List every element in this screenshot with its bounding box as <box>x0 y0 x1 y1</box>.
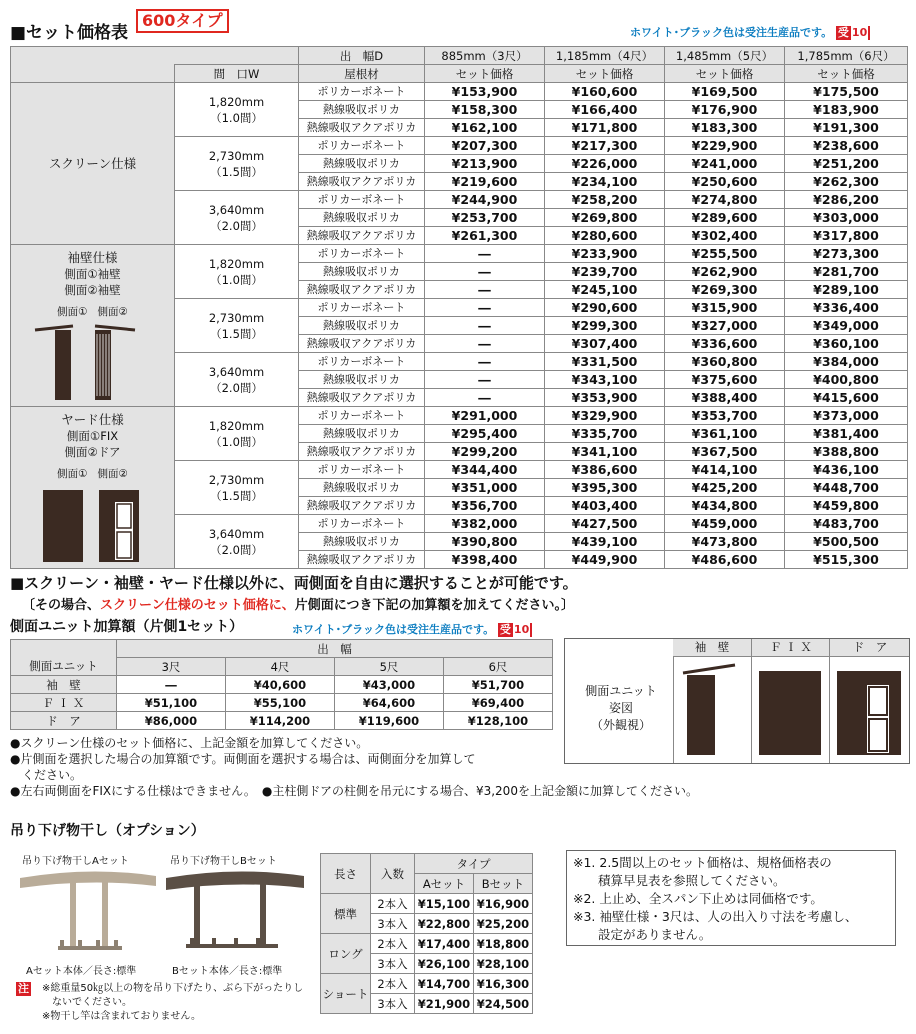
price-cell: ¥86,000 <box>117 712 226 730</box>
unit-price-table <box>10 639 553 730</box>
price-cell: ¥18,800 <box>474 934 533 954</box>
material-cell: 熱線吸収アクアポリカ <box>299 497 425 515</box>
price-cell: ¥128,100 <box>444 712 553 730</box>
price-cell: ¥500,500 <box>785 533 908 551</box>
uke-badge: 受 10 <box>836 26 870 40</box>
span-cell <box>175 137 299 191</box>
table-row <box>11 407 908 425</box>
material-cell: ポリカーボネート <box>299 191 425 209</box>
unit-title: 側面ユニット加算額（片側1セット） <box>10 619 244 635</box>
price-cell: ¥343,100 <box>545 371 665 389</box>
span-ken: （1.0間） <box>210 272 263 287</box>
table-row <box>11 676 553 694</box>
price-cell: ¥299,200 <box>425 443 545 461</box>
width-col: 1,485mm（5尺） <box>665 47 785 65</box>
material-cell: 熱線吸収アクアポリカ <box>299 281 425 299</box>
table-row <box>11 694 553 712</box>
price-cell: ¥291,000 <box>425 407 545 425</box>
material-cell: ポリカーボネート <box>299 353 425 371</box>
price-cell: ― <box>425 281 545 299</box>
price-cell: ¥69,400 <box>444 694 553 712</box>
span-ken: （2.0間） <box>210 218 263 233</box>
group-cell <box>11 83 175 245</box>
price-cell: ¥344,400 <box>425 461 545 479</box>
span-value: 3,640mm <box>208 364 265 379</box>
material-cell: 熱線吸収アクアポリカ <box>299 443 425 461</box>
material-cell: 熱線吸収アクアポリカ <box>299 551 425 569</box>
price-cell: ¥449,900 <box>545 551 665 569</box>
span-value: 2,730mm <box>208 148 265 163</box>
hang-notes: ※総重量50㎏以上の物を吊り下げたり、ぶら下がったりし ないでください。 ※物干し竿は含まれておりません。 <box>42 983 304 1022</box>
span-value: 2,730mm <box>208 310 265 325</box>
group-sub: 側面①FIX <box>66 428 119 443</box>
material-cell: 熱線吸収ポリカ <box>299 479 425 497</box>
length-cell: ショート <box>321 974 371 1014</box>
head-b: Bセット <box>474 874 533 894</box>
price-cell: ― <box>425 299 545 317</box>
uke-badge: 受 10 <box>498 623 532 637</box>
price-cell: ¥176,900 <box>665 101 785 119</box>
span-cell <box>175 461 299 515</box>
unit-name: ド ア <box>11 712 117 730</box>
width-col: 885mm（3尺） <box>425 47 545 65</box>
unit-order-note: ホワイト･ブラック色は受注生産品です。 受 10 <box>292 621 532 637</box>
price-cell: ¥360,100 <box>785 335 908 353</box>
price-cell: ¥17,400 <box>415 934 474 954</box>
price-cell: ¥255,500 <box>665 245 785 263</box>
price-cell: ¥16,300 <box>474 974 533 994</box>
price-cell: ¥414,100 <box>665 461 785 479</box>
price-cell: ¥315,900 <box>665 299 785 317</box>
group-name: 袖壁仕様 <box>67 249 118 265</box>
span-ken: （1.5間） <box>210 488 263 503</box>
price-cell: ¥459,000 <box>665 515 785 533</box>
price-cell: ¥229,900 <box>665 137 785 155</box>
price-cell: ¥280,600 <box>545 227 665 245</box>
span-cell <box>175 407 299 461</box>
price-cell: ¥14,700 <box>415 974 474 994</box>
head-type: タイプ <box>415 854 533 874</box>
hang-a-title: 吊り下げ物干しAセット <box>22 856 129 867</box>
span-ken: （1.5間） <box>210 164 263 179</box>
price-cell: ¥303,000 <box>785 209 908 227</box>
table-row <box>321 974 533 994</box>
price-cell: ¥290,600 <box>545 299 665 317</box>
material-cell: ポリカーボネート <box>299 245 425 263</box>
footnotes: ※1. 2.5間以上のセット価格は、規格価格表の 積算早見表を参照してください。 ※2. 上止め、全スパン下止めは同価格です。 ※3. 袖壁仕様・3尺は、人の出入り寸法を考慮し、 設定がありません。 <box>566 850 896 946</box>
price-cell: ¥219,600 <box>425 173 545 191</box>
group-cell <box>11 245 175 407</box>
price-cell: ¥515,300 <box>785 551 908 569</box>
price-cell: ¥341,100 <box>545 443 665 461</box>
group-name: ヤード仕様 <box>61 411 124 427</box>
price-cell: ¥262,900 <box>665 263 785 281</box>
hang-a-caption: Aセット本体／長さ:標準 <box>26 966 137 977</box>
price-cell: ¥483,700 <box>785 515 908 533</box>
unit-name: Ｆ Ｉ Ｘ <box>11 694 117 712</box>
material-cell: 熱線吸収ポリカ <box>299 101 425 119</box>
material-cell: 熱線吸収ポリカ <box>299 317 425 335</box>
price-cell: ¥459,800 <box>785 497 908 515</box>
span-ken: （1.5間） <box>210 326 263 341</box>
price-cell: ¥251,200 <box>785 155 908 173</box>
material-cell: 熱線吸収アクアポリカ <box>299 389 425 407</box>
group-sub: 側面②袖壁 <box>64 282 121 297</box>
price-label: セット価格 <box>425 65 545 83</box>
head-length: 長さ <box>321 854 371 894</box>
count-cell: 2本入 <box>371 934 415 954</box>
span-value: 3,640mm <box>208 526 265 541</box>
figure-label: 側面② <box>97 305 128 318</box>
price-cell: ¥427,500 <box>545 515 665 533</box>
hang-b-figure <box>166 866 306 958</box>
group-figure <box>33 484 153 564</box>
span-cell <box>175 515 299 569</box>
material-cell: 熱線吸収ポリカ <box>299 533 425 551</box>
price-cell: ¥381,400 <box>785 425 908 443</box>
price-cell: ¥213,900 <box>425 155 545 173</box>
material-cell: 熱線吸収ポリカ <box>299 155 425 173</box>
price-cell: ¥217,300 <box>545 137 665 155</box>
price-cell: ¥250,600 <box>665 173 785 191</box>
span-ken: （1.0間） <box>210 110 263 125</box>
set-price-table <box>10 46 908 569</box>
price-cell: ― <box>425 353 545 371</box>
price-cell: ¥158,300 <box>425 101 545 119</box>
count-cell: 2本入 <box>371 974 415 994</box>
price-cell: ¥273,300 <box>785 245 908 263</box>
count-cell: 3本入 <box>371 954 415 974</box>
span-ken: （2.0間） <box>210 380 263 395</box>
price-cell: ¥16,900 <box>474 894 533 914</box>
span-value: 1,820mm <box>208 256 265 271</box>
unit-col: 3尺 <box>117 658 226 676</box>
table-row <box>11 712 553 730</box>
price-cell: ¥239,700 <box>545 263 665 281</box>
price-cell: ¥289,600 <box>665 209 785 227</box>
fig-col-fix: Ｆ Ｉ Ｘ <box>751 639 830 656</box>
price-cell: ¥295,400 <box>425 425 545 443</box>
price-cell: ¥191,300 <box>785 119 908 137</box>
unit-head-width: 出 幅 <box>117 640 553 658</box>
table-row <box>11 245 908 263</box>
price-cell: ― <box>117 676 226 694</box>
price-cell: ¥234,100 <box>545 173 665 191</box>
price-cell: ¥55,100 <box>226 694 335 712</box>
caution-mark: 注 <box>18 982 29 995</box>
price-cell: ¥425,200 <box>665 479 785 497</box>
price-cell: ¥40,600 <box>226 676 335 694</box>
page-title: ■セット価格表 <box>10 23 129 43</box>
figure-label: 側面② <box>97 467 128 480</box>
price-cell: ¥388,400 <box>665 389 785 407</box>
material-cell: ポリカーボネート <box>299 515 425 533</box>
price-cell: ¥24,500 <box>474 994 533 1014</box>
price-cell: ¥43,000 <box>335 676 444 694</box>
price-cell: ¥351,000 <box>425 479 545 497</box>
length-cell: ロング <box>321 934 371 974</box>
price-cell: ¥238,600 <box>785 137 908 155</box>
hang-price-table <box>320 853 533 1014</box>
width-col: 1,185mm（4尺） <box>545 47 665 65</box>
price-cell: ¥373,000 <box>785 407 908 425</box>
price-cell: ¥253,700 <box>425 209 545 227</box>
fig-col-door: ド ア <box>829 639 910 656</box>
price-cell: ¥436,100 <box>785 461 908 479</box>
price-cell: ¥28,100 <box>474 954 533 974</box>
price-cell: ¥262,300 <box>785 173 908 191</box>
material-cell: 熱線吸収アクアポリカ <box>299 173 425 191</box>
price-cell: ¥353,900 <box>545 389 665 407</box>
door-figure <box>833 661 907 757</box>
count-cell: 2本入 <box>371 894 415 914</box>
group-name: スクリーン仕様 <box>48 155 137 171</box>
price-cell: ¥367,500 <box>665 443 785 461</box>
label-width: 出 幅D <box>299 47 425 65</box>
unit-col: 6尺 <box>444 658 553 676</box>
price-cell: ¥64,600 <box>335 694 444 712</box>
price-cell: ¥183,300 <box>665 119 785 137</box>
price-cell: ¥448,700 <box>785 479 908 497</box>
price-cell: ¥175,500 <box>785 83 908 101</box>
hang-a-figure <box>20 866 158 958</box>
price-cell: ― <box>425 335 545 353</box>
price-cell: ¥171,800 <box>545 119 665 137</box>
price-cell: ¥439,100 <box>545 533 665 551</box>
price-cell: ― <box>425 263 545 281</box>
price-cell: ¥403,400 <box>545 497 665 515</box>
price-cell: ¥390,800 <box>425 533 545 551</box>
material-cell: 熱線吸収アクアポリカ <box>299 227 425 245</box>
count-cell: 3本入 <box>371 994 415 1014</box>
span-value: 2,730mm <box>208 472 265 487</box>
price-cell: ¥226,000 <box>545 155 665 173</box>
label-material: 屋根材 <box>299 65 425 83</box>
span-value: 1,820mm <box>208 418 265 433</box>
unit-figure-label: 側面ユニット 姿図 （外観視） <box>585 684 657 732</box>
price-cell: ¥317,800 <box>785 227 908 245</box>
price-cell: ¥261,300 <box>425 227 545 245</box>
header-row-width <box>11 47 908 65</box>
price-label: セット価格 <box>545 65 665 83</box>
price-cell: ¥166,400 <box>545 101 665 119</box>
span-value: 1,820mm <box>208 94 265 109</box>
price-cell: ¥258,200 <box>545 191 665 209</box>
price-cell: ¥51,100 <box>117 694 226 712</box>
material-cell: 熱線吸収ポリカ <box>299 263 425 281</box>
length-cell: 標準 <box>321 894 371 934</box>
price-cell: ¥353,700 <box>665 407 785 425</box>
price-cell: ¥26,100 <box>415 954 474 974</box>
price-cell: ― <box>425 371 545 389</box>
material-cell: ポリカーボネート <box>299 299 425 317</box>
type-badge: 600タイプ <box>136 9 229 33</box>
blank-corner <box>11 65 175 83</box>
material-cell: 熱線吸収ポリカ <box>299 425 425 443</box>
unit-head-unit: 側面ユニット <box>11 658 117 676</box>
hang-b-title: 吊り下げ物干しBセット <box>170 856 277 867</box>
material-cell: ポリカーボネート <box>299 461 425 479</box>
count-cell: 3本入 <box>371 914 415 934</box>
span-cell <box>175 245 299 299</box>
width-col: 1,785mm（6尺） <box>785 47 908 65</box>
price-cell: ¥233,900 <box>545 245 665 263</box>
material-cell: ポリカーボネート <box>299 407 425 425</box>
figure-label: 側面① <box>57 305 88 318</box>
price-cell: ¥51,700 <box>444 676 553 694</box>
price-cell: ¥162,100 <box>425 119 545 137</box>
price-cell: ¥289,100 <box>785 281 908 299</box>
price-cell: ¥244,900 <box>425 191 545 209</box>
span-value: 3,640mm <box>208 202 265 217</box>
material-cell: 熱線吸収ポリカ <box>299 371 425 389</box>
price-cell: ¥169,500 <box>665 83 785 101</box>
material-cell: 熱線吸収ポリカ <box>299 209 425 227</box>
span-ken: （1.0間） <box>210 434 263 449</box>
price-cell: ― <box>425 245 545 263</box>
price-cell: ¥329,900 <box>545 407 665 425</box>
price-cell: ¥327,000 <box>665 317 785 335</box>
label-span: 間 口W <box>175 65 299 83</box>
price-cell: ¥398,400 <box>425 551 545 569</box>
material-cell: 熱線吸収アクアポリカ <box>299 335 425 353</box>
price-cell: ¥25,200 <box>474 914 533 934</box>
section2-subtitle: 〔その場合、スクリーン仕様のセット価格に、片側面につき下記の加算額を加えてください。〕 <box>22 598 575 613</box>
price-cell: ¥160,600 <box>545 83 665 101</box>
price-cell: ¥382,000 <box>425 515 545 533</box>
price-cell: ¥281,700 <box>785 263 908 281</box>
group-sub: 側面②ドア <box>64 444 121 459</box>
price-cell: ¥302,400 <box>665 227 785 245</box>
group-cell <box>11 407 175 569</box>
price-cell: ¥375,600 <box>665 371 785 389</box>
price-cell: ¥22,800 <box>415 914 474 934</box>
price-cell: ¥245,100 <box>545 281 665 299</box>
unit-col: 5尺 <box>335 658 444 676</box>
price-cell: ¥114,200 <box>226 712 335 730</box>
head-a: Aセット <box>415 874 474 894</box>
price-cell: ¥119,600 <box>335 712 444 730</box>
unit-name: 袖 壁 <box>11 676 117 694</box>
hang-b-caption: Bセット本体／長さ:標準 <box>172 966 283 977</box>
price-cell: ¥335,700 <box>545 425 665 443</box>
price-cell: ¥15,100 <box>415 894 474 914</box>
price-cell: ¥361,100 <box>665 425 785 443</box>
price-label: セット価格 <box>665 65 785 83</box>
span-cell <box>175 299 299 353</box>
head-count: 入数 <box>371 854 415 894</box>
price-label: セット価格 <box>785 65 908 83</box>
header-row-span <box>11 65 908 83</box>
price-cell: ¥395,300 <box>545 479 665 497</box>
price-cell: ¥384,000 <box>785 353 908 371</box>
price-cell: ¥356,700 <box>425 497 545 515</box>
price-cell: ¥434,800 <box>665 497 785 515</box>
blank-corner <box>11 47 299 65</box>
price-cell: ¥415,600 <box>785 389 908 407</box>
material-cell: ポリカーボネート <box>299 83 425 101</box>
price-cell: ¥307,400 <box>545 335 665 353</box>
section2-title: ■スクリーン・袖壁・ヤード仕様以外に、両側面を自由に選択することが可能です。 <box>10 574 578 592</box>
price-cell: ― <box>425 389 545 407</box>
price-cell: ¥21,900 <box>415 994 474 1014</box>
price-cell: ¥286,200 <box>785 191 908 209</box>
price-cell: ¥473,800 <box>665 533 785 551</box>
group-sub: 側面①袖壁 <box>64 266 121 281</box>
group-figure <box>33 322 153 402</box>
material-cell: ポリカーボネート <box>299 137 425 155</box>
price-cell: ¥336,600 <box>665 335 785 353</box>
price-cell: ¥269,800 <box>545 209 665 227</box>
price-cell: ¥299,300 <box>545 317 665 335</box>
price-cell: ¥269,300 <box>665 281 785 299</box>
span-cell <box>175 191 299 245</box>
span-cell <box>175 353 299 407</box>
figure-label: 側面① <box>57 467 88 480</box>
price-cell: ¥388,800 <box>785 443 908 461</box>
price-cell: ¥153,900 <box>425 83 545 101</box>
price-cell: ¥183,900 <box>785 101 908 119</box>
unit-notes: ●スクリーン仕様のセット価格に、上記金額を加算してください。 ●片側面を選択した場合の加算額です。両側面を選択する場合は、両側面分を加算して ください。 ●左右両側面をFIXにする仕様はできません。 ●主柱側ドアの柱側を吊元にする場合、¥3,200を上記金額に加算してください。 <box>10 736 698 798</box>
material-cell: 熱線吸収アクアポリカ <box>299 119 425 137</box>
unit-col: 4尺 <box>226 658 335 676</box>
span-cell <box>175 83 299 137</box>
price-cell: ¥241,000 <box>665 155 785 173</box>
price-cell: ¥360,800 <box>665 353 785 371</box>
price-cell: ¥336,400 <box>785 299 908 317</box>
price-cell: ¥349,000 <box>785 317 908 335</box>
table-row <box>321 894 533 914</box>
price-cell: ¥207,300 <box>425 137 545 155</box>
price-cell: ¥400,800 <box>785 371 908 389</box>
table-row <box>321 934 533 954</box>
blank-corner <box>11 640 117 658</box>
fig-col-sodekabe: 袖 壁 <box>694 640 730 654</box>
price-cell: ― <box>425 317 545 335</box>
price-cell: ¥486,600 <box>665 551 785 569</box>
price-cell: ¥274,800 <box>665 191 785 209</box>
hang-title: 吊り下げ物干し（オプション） <box>10 823 205 839</box>
table-row <box>11 83 908 101</box>
span-ken: （2.0間） <box>210 542 263 557</box>
price-cell: ¥386,600 <box>545 461 665 479</box>
price-cell: ¥331,500 <box>545 353 665 371</box>
order-note: ホワイト･ブラック色は受注生産品です。 受 10 <box>630 24 870 40</box>
